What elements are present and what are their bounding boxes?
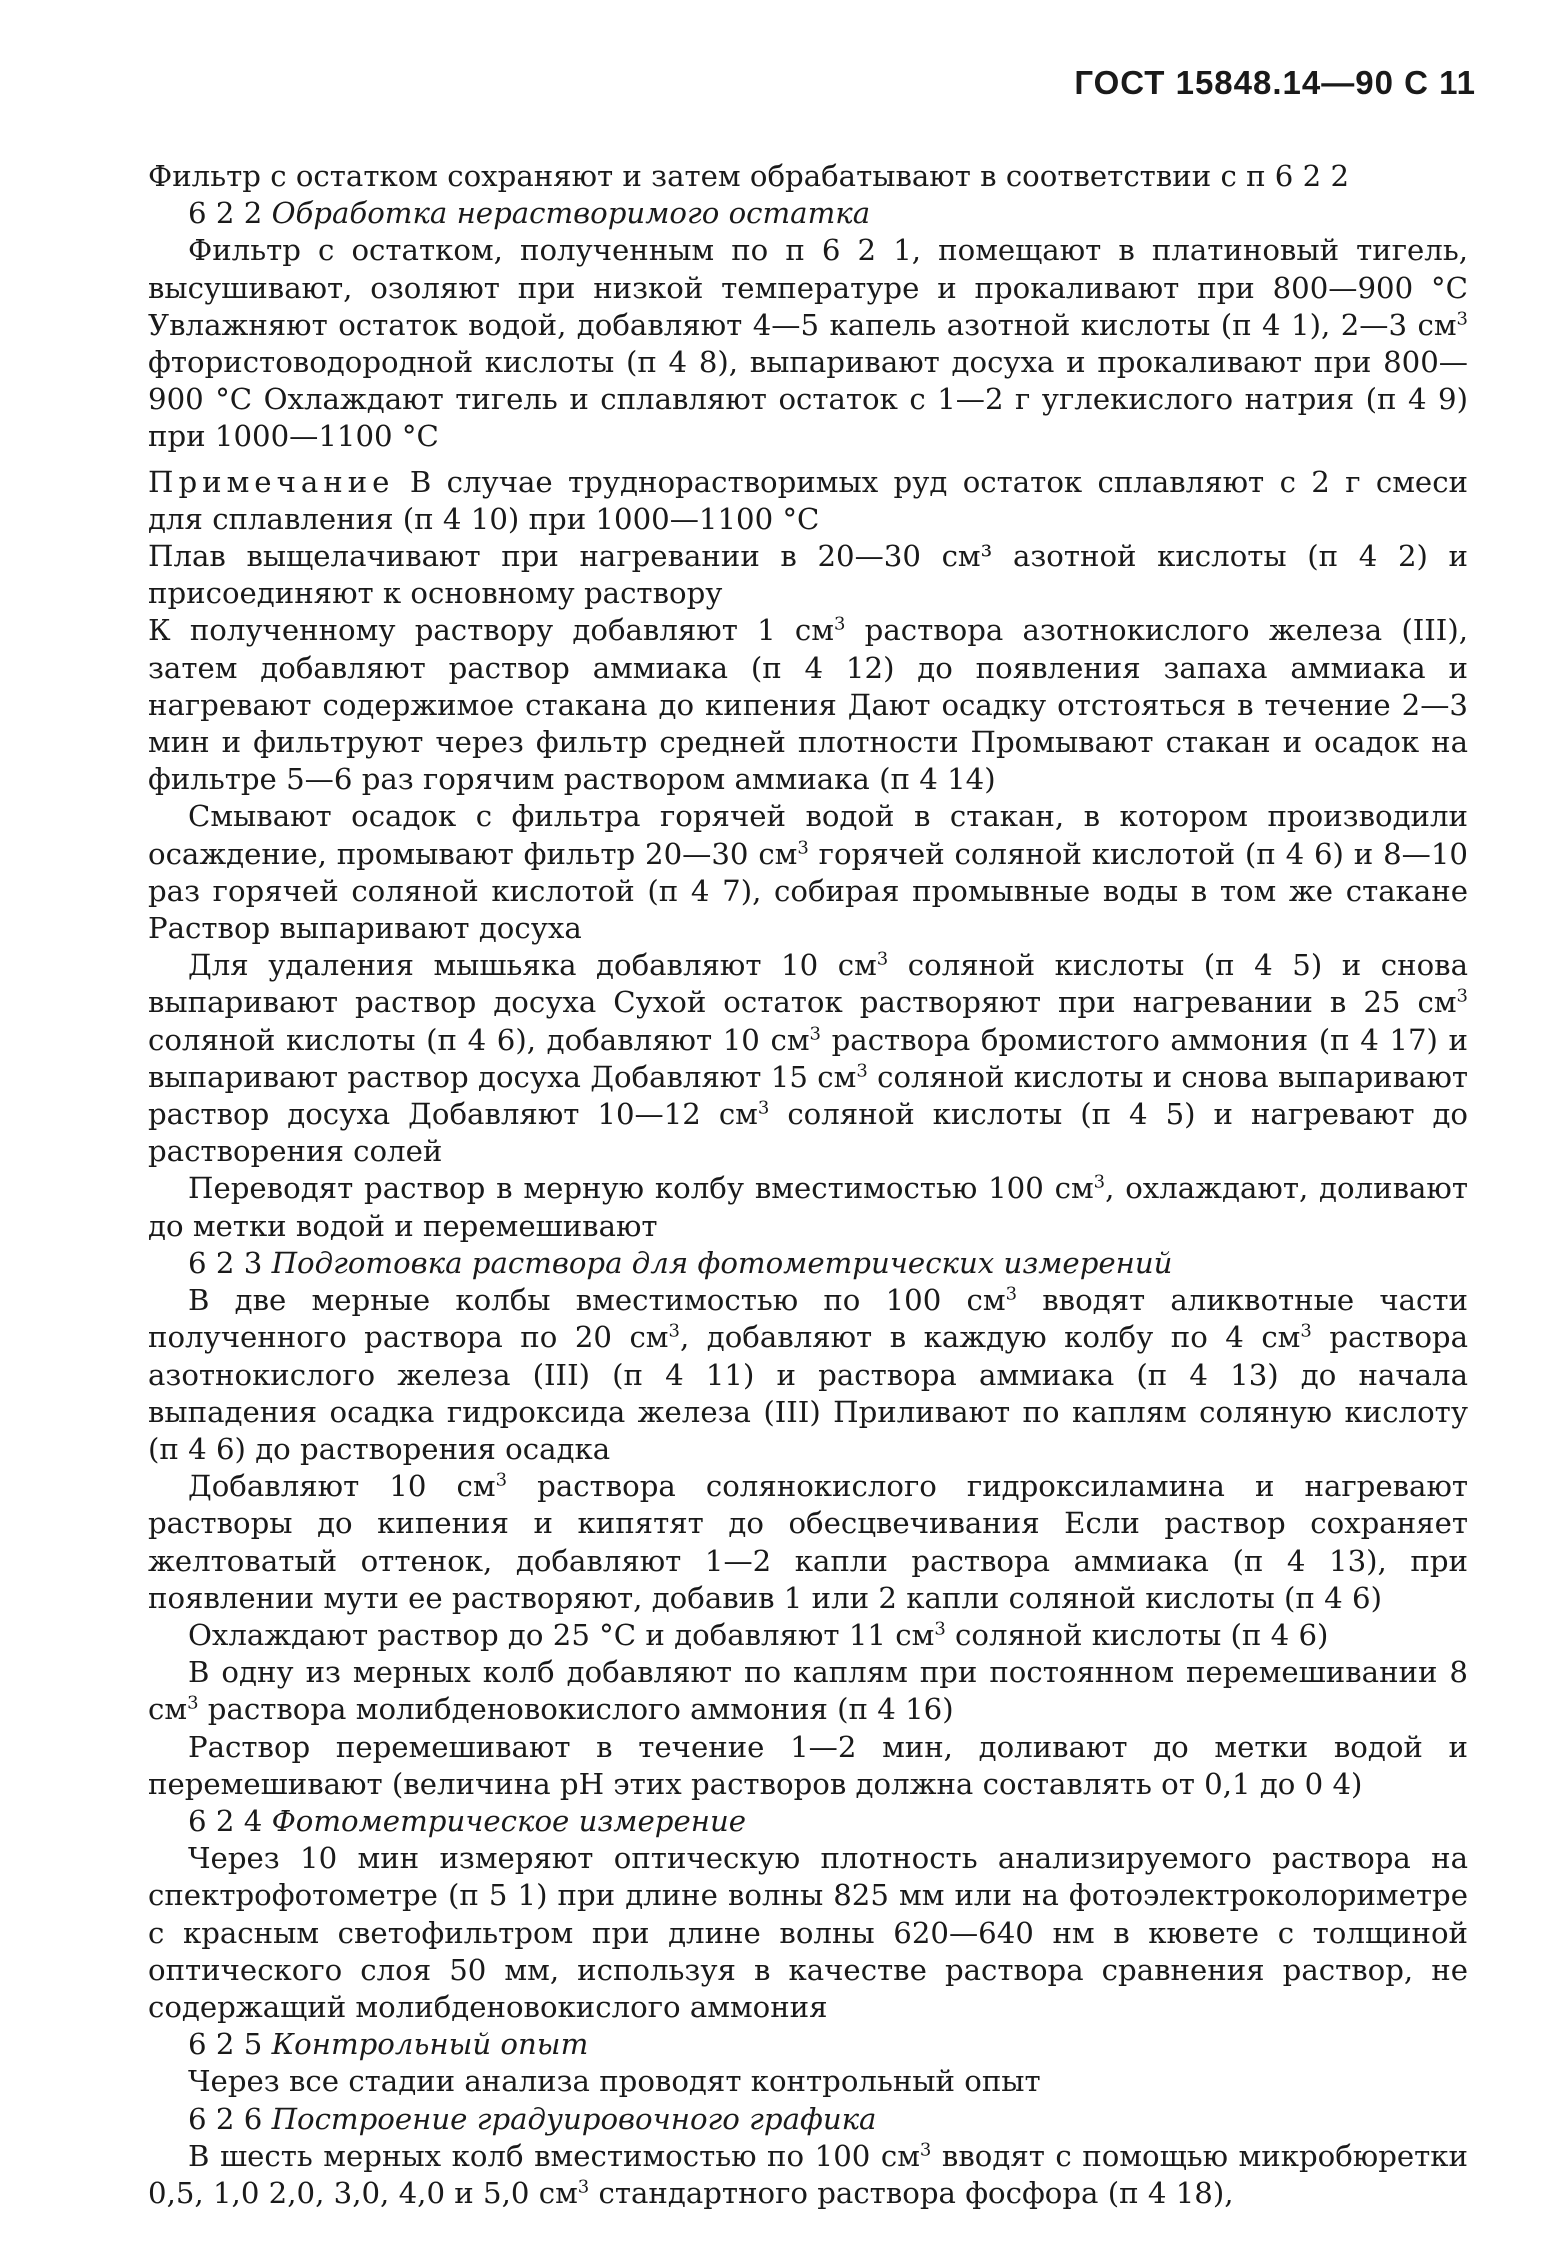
paragraph: В две мерные колбы вместимостью по 100 $см^3$ вводят аликвотные части полученного раствора по 20 $см^3$, добавляют в каждую колбу по 4 $см^3$ раствора азотнокислого железа (III) (п 4 11) и раствора аммиака (п 4 13) до начала выпадения осадка гидроксида железа (III) Приливают по каплям соляную кислоту (п 4 6) до растворения осадка: [148, 1283, 1469, 1466]
paragraph: Для удаления мышьяка добавляют 10 $см^3$ соляной кислоты (п 4 5) и снова выпаривают раствор досуха Сухой остаток растворяют при нагревании в 25 $см^3$ соляной кислоты (п 4 6), добавляют 10 $см^3$ раствора бромистого аммония (п 4 17) и выпаривают раствор досуха Добавляют 15 $см^3$ соляной кислоты и снова выпаривают раствор досуха Добавляют 10—12 $см^3$ соляной кислоты (п 4 5) и нагревают до растворения солей: [148, 948, 1469, 1169]
page-header: ГОСТ 15848.14—90 С 11: [1074, 64, 1476, 101]
note: Примечание В случае труднорастворимых руд остаток сплавляют с 2 г смеси для сплавления (п 4 10) при 1000—1100 °С: [148, 464, 1468, 536]
paragraph: К полученному раствору добавляют 1 $см^3$ раствора азотнокислого железа (III), затем добавляют раствор аммиака (п 4 12) до появления запаха аммиака и нагревают содержимое стакана до кипения Дают осадку отстояться в течение 2—3 мин и фильтруют через фильтр средней плотности Промывают стакан и осадок на фильтре 5—6 раз горячим раствором аммиака (п 4 14): [148, 613, 1468, 797]
section-title: Построение градуировочного графика: [271, 2101, 877, 2136]
section-heading: 6 2 6 Построение градуировочного графика: [188, 2101, 877, 2136]
paragraph: Добавляют 10 $см^3$ раствора солянокислого гидроксиламина и нагревают растворы до кипения и кипятят до обесцвечивания Если раствор сохраняет желтоватый оттенок, добавляют 1—2 капли раствора аммиака (п 4 13), при появлении мути ее растворяют, добавив 1 или 2 капли соляной кислоты (п 4 6): [148, 1469, 1468, 1615]
paragraph: Переводят раствор в мерную колбу вместимостью 100 $см^3$, охлаждают, доливают до метки водой и перемешивают: [148, 1171, 1468, 1243]
page-body: [148, 158, 1468, 2212]
section-title: Обработка нерастворимого остатка: [271, 196, 871, 231]
paragraph: Через все стадии анализа проводят контрольный опыт: [188, 2064, 1041, 2099]
section-title: Контрольный опыт: [271, 2027, 589, 2062]
paragraph: Смывают осадок с фильтра горячей водой в стакан, в котором производили осаждение, промывают фильтр 20—30 $см^3$ горячей соляной кислотой (п 4 6) и 8—10 раз горячей соляной кислотой (п 4 7), собирая промывные воды в том же стакане Раствор выпаривают досуха: [148, 799, 1468, 946]
paragraph: В одну из мерных колб добавляют по каплям при постоянном перемешивании 8 $см^3$ раствора молибденовокислого аммония (п 4 16): [148, 1655, 1468, 1727]
note-label: Примечание: [148, 464, 395, 499]
section-title: Подготовка раствора для фотометрических измерений: [271, 1245, 1173, 1280]
section-heading: 6 2 3 Подготовка раствора для фотометрических измерений: [188, 1245, 1173, 1280]
paragraph: Раствор перемешивают в течение 1—2 мин, доливают до метки водой и перемешивают (величина рН этих растворов должна составлять от 0,1 до 0 4): [148, 1729, 1468, 1801]
paragraph: В шесть мерных колб вместимостью по 100 $см^3$ вводят с помощью микробюретки 0,5, 1,0 2,0, 3,0, 4,0 и 5,0 $см^3$ стандартного раствора фосфора (п 4 18),: [148, 2138, 1468, 2210]
paragraph: Охлаждают раствор до 25 °С и добавляют 11 $см^3$ соляной кислоты (п 4 6): [188, 1617, 1329, 1652]
section-heading: 6 2 5 Контрольный опыт: [188, 2027, 589, 2062]
paragraph: Фильтр с остатком сохраняют и затем обрабатывают в соответствии с п 6 2 2: [148, 159, 1350, 193]
section-heading: 6 2 2 Обработка нерастворимого остатка: [188, 196, 871, 231]
paragraph: Фильтр с остатком, полученным по п 6 2 1, помещают в платиновый тигель, высушивают, озоляют при низкой температуре и прокаливают при 800—900 °С Увлажняют остаток водой, добавляют 4—5 капель азотной кислоты (п 4 1), 2—3 $см^3$ фтористоводородной кислоты (п 4 8), выпаривают досуха и прокаливают при 800—900 °С Охлаждают тигель и сплавляют остаток с 1—2 г углекислого натрия (п 4 9) при 1000—1100 °С: [148, 233, 1468, 454]
section-title: Фотометрическое измерение: [271, 1803, 747, 1838]
paragraph: Через 10 мин измеряют оптическую плотность анализируемого раствора на спектрофотометре (п 5 1) при длине волны 825 мм или на фотоэлектроколориметре с красным светофильтром при длине волны 620—640 нм в кювете с толщиной оптического слоя 50 мм, используя в качестве раствора сравнения раствор, не содержащий молибденовокислого аммония: [148, 1841, 1468, 2024]
section-heading: 6 2 4 Фотометрическое измерение: [188, 1803, 747, 1838]
paragraph: Плав выщелачивают при нагревании в 20—30 см³ азотной кислоты (п 4 2) и присоединяют к основному раствору: [148, 539, 1468, 611]
